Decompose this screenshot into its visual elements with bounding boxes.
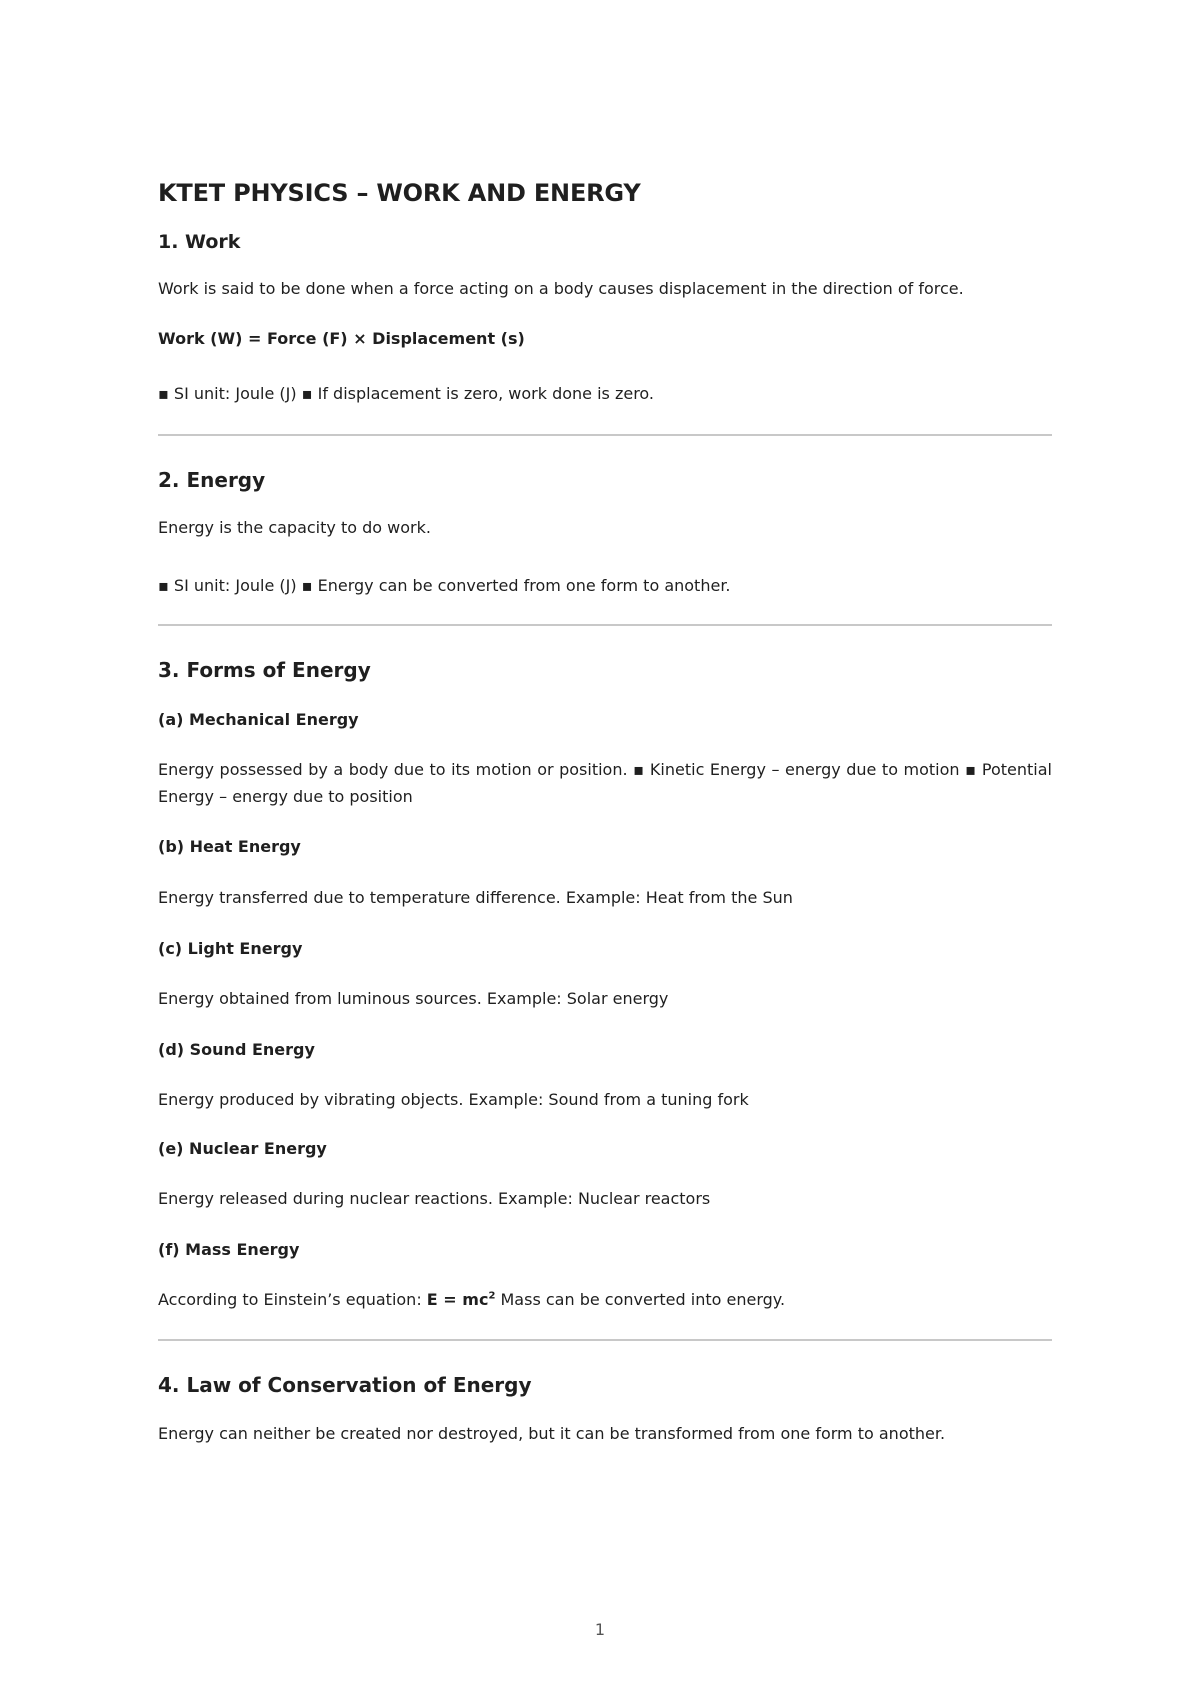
nuclear-energy-text: Energy released during nuclear reactions. Example: Nuclear reactors [158,1189,711,1208]
conservation-text: Energy can neither be created nor destroyed, but it can be transformed from one form to another. [158,1424,946,1443]
work-formula: Work (W) = Force (F) × Displacement (s) [158,329,525,348]
work-definition: Work is said to be done when a force acting on a body causes displacement in the direction of force. [158,279,964,298]
work-points: ▪ SI unit: Joule (J) ▪ If displacement is zero, work done is zero. [158,384,655,403]
document-title: KTET PHYSICS – WORK AND ENERGY [158,179,641,207]
page-number: 1 [594,1620,606,1639]
einstein-equation-base: E = mc [426,1290,489,1309]
mass-energy-text-prefix: According to Einstein’s equation: [158,1290,427,1309]
forms-heading: 3. Forms of Energy [158,658,371,682]
heat-energy-heading: (b) Heat Energy [158,837,301,856]
work-heading: 1. Work [158,231,241,253]
mechanical-energy-text: Energy possessed by a body due to its motion or position. ▪ Kinetic Energy – energy due to motion ▪ Potential Energy – energy due to position [158,760,1052,806]
sound-energy-text: Energy produced by vibrating objects. Example: Sound from a tuning fork [158,1090,749,1109]
einstein-equation [427,1290,496,1309]
mass-energy-text-suffix: Mass can be converted into energy. [495,1290,786,1309]
energy-heading: 2. Energy [158,468,266,492]
document-page [158,170,1052,1447]
energy-points: ▪ SI unit: Joule (J) ▪ Energy can be converted from one form to another. [158,576,731,595]
mechanical-energy-heading: (a) Mechanical Energy [158,710,359,729]
sound-energy-heading: (d) Sound Energy [158,1040,315,1059]
mass-energy-text [158,1286,1052,1313]
einstein-equation-exponent: 2 [488,1290,496,1302]
heat-energy-text: Energy transferred due to temperature difference. Example: Heat from the Sun [158,888,793,907]
light-energy-heading: (c) Light Energy [158,939,303,958]
nuclear-energy-heading: (e) Nuclear Energy [158,1139,327,1158]
energy-definition: Energy is the capacity to do work. [158,518,431,537]
mass-energy-heading: (f) Mass Energy [158,1240,300,1259]
conservation-heading: 4. Law of Conservation of Energy [158,1373,532,1397]
light-energy-text: Energy obtained from luminous sources. Example: Solar energy [158,989,669,1008]
